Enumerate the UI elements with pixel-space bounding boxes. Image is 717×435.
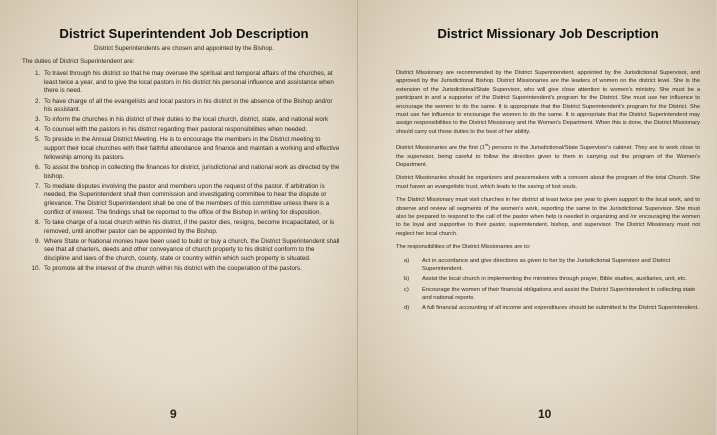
responsibility-item bbox=[396, 257, 700, 273]
missionary-paragraph-2 bbox=[396, 141, 700, 169]
right-page bbox=[358, 0, 716, 435]
responsibility-item bbox=[396, 275, 700, 283]
missionary-paragraph-3: District Missionaries should be organizers and peacemakers with a concern about the program of the total Church. She must haven an evangelistic trust, which leads to the saving of lost souls. bbox=[396, 175, 700, 190]
duty-item: 3. To inform the churches in his district of their duties to the local church, district, state, and national work bbox=[42, 116, 340, 125]
responsibility-text: A full financial accounting of all income and expenditures should be submitted to the District Superintendent. bbox=[422, 305, 699, 312]
duty-item: 1. To travel through his district so that he may oversee the spiritual and temporal affairs of the churches, at least twice a year, and to give the local pastors in his district his personal influence and assistance when there is need. bbox=[42, 70, 340, 96]
duty-item: 2. To have charge of all the evangelists and local pastors in his district in the absence of the Bishop and/or his assistant. bbox=[42, 98, 340, 115]
duty-item: 8. To take charge of a local church within his district, if the pastor dies, resigns, become incapacitated, or is removed, until another pastor can be appointed by the Bishop. bbox=[42, 219, 340, 236]
responsibility-marker: a) bbox=[404, 257, 410, 264]
responsibility-text: Encourage the women of their financial obligations and assist the District Superintendent in collecting state and national reports. bbox=[422, 286, 696, 301]
missionary-paragraph-1: District Missionary are recommended by the District Superintendent, appointed by the Jurisdictional Supervisor, and approved by the Jurisdictional Bishop. District Missionaries are the leaders of women on the district level. She is the extension of the Jurisdictional/State Supervisor, who will give close attention to women's ministry. She must be a participant in and a supporter of the District Superintendent's program for the District. She must use her influence to encourage the women to do the same. It is appropriate that the District Superintendent's program for the District. She must use her influence to encourage the women to do the same. It is appropriate that the District Superintendent may assign responsibilities to the District Missionary and the Women's Department. When this is done, the District Missionary should carry out those duties to the best of her ability. bbox=[396, 70, 700, 135]
page-number-left: 9 bbox=[170, 407, 177, 421]
responsibility-marker: c) bbox=[404, 286, 409, 293]
para2-superscript: st bbox=[484, 142, 489, 148]
superintendent-intro: District Superintendents are chosen and appointed by the Bishop. bbox=[94, 45, 274, 52]
duty-item: 6. To assist the bishop in collecting the finances for district, jurisdictional and national work as directed by the bishop. bbox=[42, 164, 340, 181]
duty-item: 4. To counsel with the pastors in his district regarding their pastoral responsibilities when needed. bbox=[42, 126, 340, 135]
responsibility-marker: d) bbox=[404, 305, 410, 312]
page-number-right: 10 bbox=[538, 407, 552, 421]
responsibility-marker: b) bbox=[404, 276, 410, 283]
duties-lead: The duties of District Superintendent are: bbox=[22, 58, 135, 65]
responsibility-text: Act in accordance and give directions as given to her by the Jurisdictional Supervisor and District Superintendent. bbox=[422, 257, 671, 272]
duty-item: 7. To mediate disputes involving the pastor and members upon the request of the pastor. If arbitration is needed, the Superintendent shall then commission and investigating committee to hear the dispute or grievance. The District Superintendent shall be one of the members of this committee unless there is a conflict of interest. The findings shall be reported to the office of the Bishop in writing for disposition. bbox=[42, 183, 340, 218]
missionary-paragraph-4: The District Missionary must visit churches in her district at least twice per year to given support to the local work, and to observe and review all segments of the women's work, reporting the same to the Jurisdictional Supervisor. She must also be prepared to respond to the call of the pastor when help is needed in organizing and /or encouraging the women to be loyal and supportive to their pastor, superintendent, bishop, and supervisor. The District Missionary must not neglect her local church. bbox=[396, 197, 700, 237]
duty-item: 9. Where State or National monies have been used to build or buy a church, the District Superintendent shall see that all charters, deeds and other conveyance of church property to his district conform to the discipline and laws of the church, county, state or country within which such property is situated. bbox=[42, 238, 340, 264]
missionary-title: District Missionary Job Description bbox=[437, 26, 659, 41]
duty-item: 5. To preside in the Annual District Meeting. He is to encourage the members in the District meeting to support their local churches with their faithful attendance and finance and maintain a working and effective fellowship among its pastors. bbox=[42, 136, 340, 162]
responsibilities-lead: The responsibilities of the District Missionaries are to: bbox=[396, 244, 531, 251]
left-page bbox=[0, 0, 358, 435]
duties-list bbox=[28, 70, 340, 274]
para2-text-before: District Missionaries are the first (1 bbox=[396, 145, 485, 152]
responsibility-item bbox=[396, 304, 700, 312]
duty-item: 10. To promote all the interest of the church within his district with the cooperation of the pastors. bbox=[42, 265, 340, 274]
superintendent-title: District Superintendent Job Description bbox=[59, 26, 309, 41]
responsibility-item bbox=[396, 286, 700, 302]
responsibility-text: Assist the local church in implementing the ministries through prayer, Bible studies, auxiliaries, unit, etc. bbox=[422, 276, 687, 283]
para2-text-after: ) persons in the Jurisdictional/State Supervisor's cabinet. They are to work close to the supervisor, being careful to follow the direction given to them in carrying out the program of the Women's Department. bbox=[396, 145, 700, 168]
responsibilities-list bbox=[396, 257, 700, 313]
